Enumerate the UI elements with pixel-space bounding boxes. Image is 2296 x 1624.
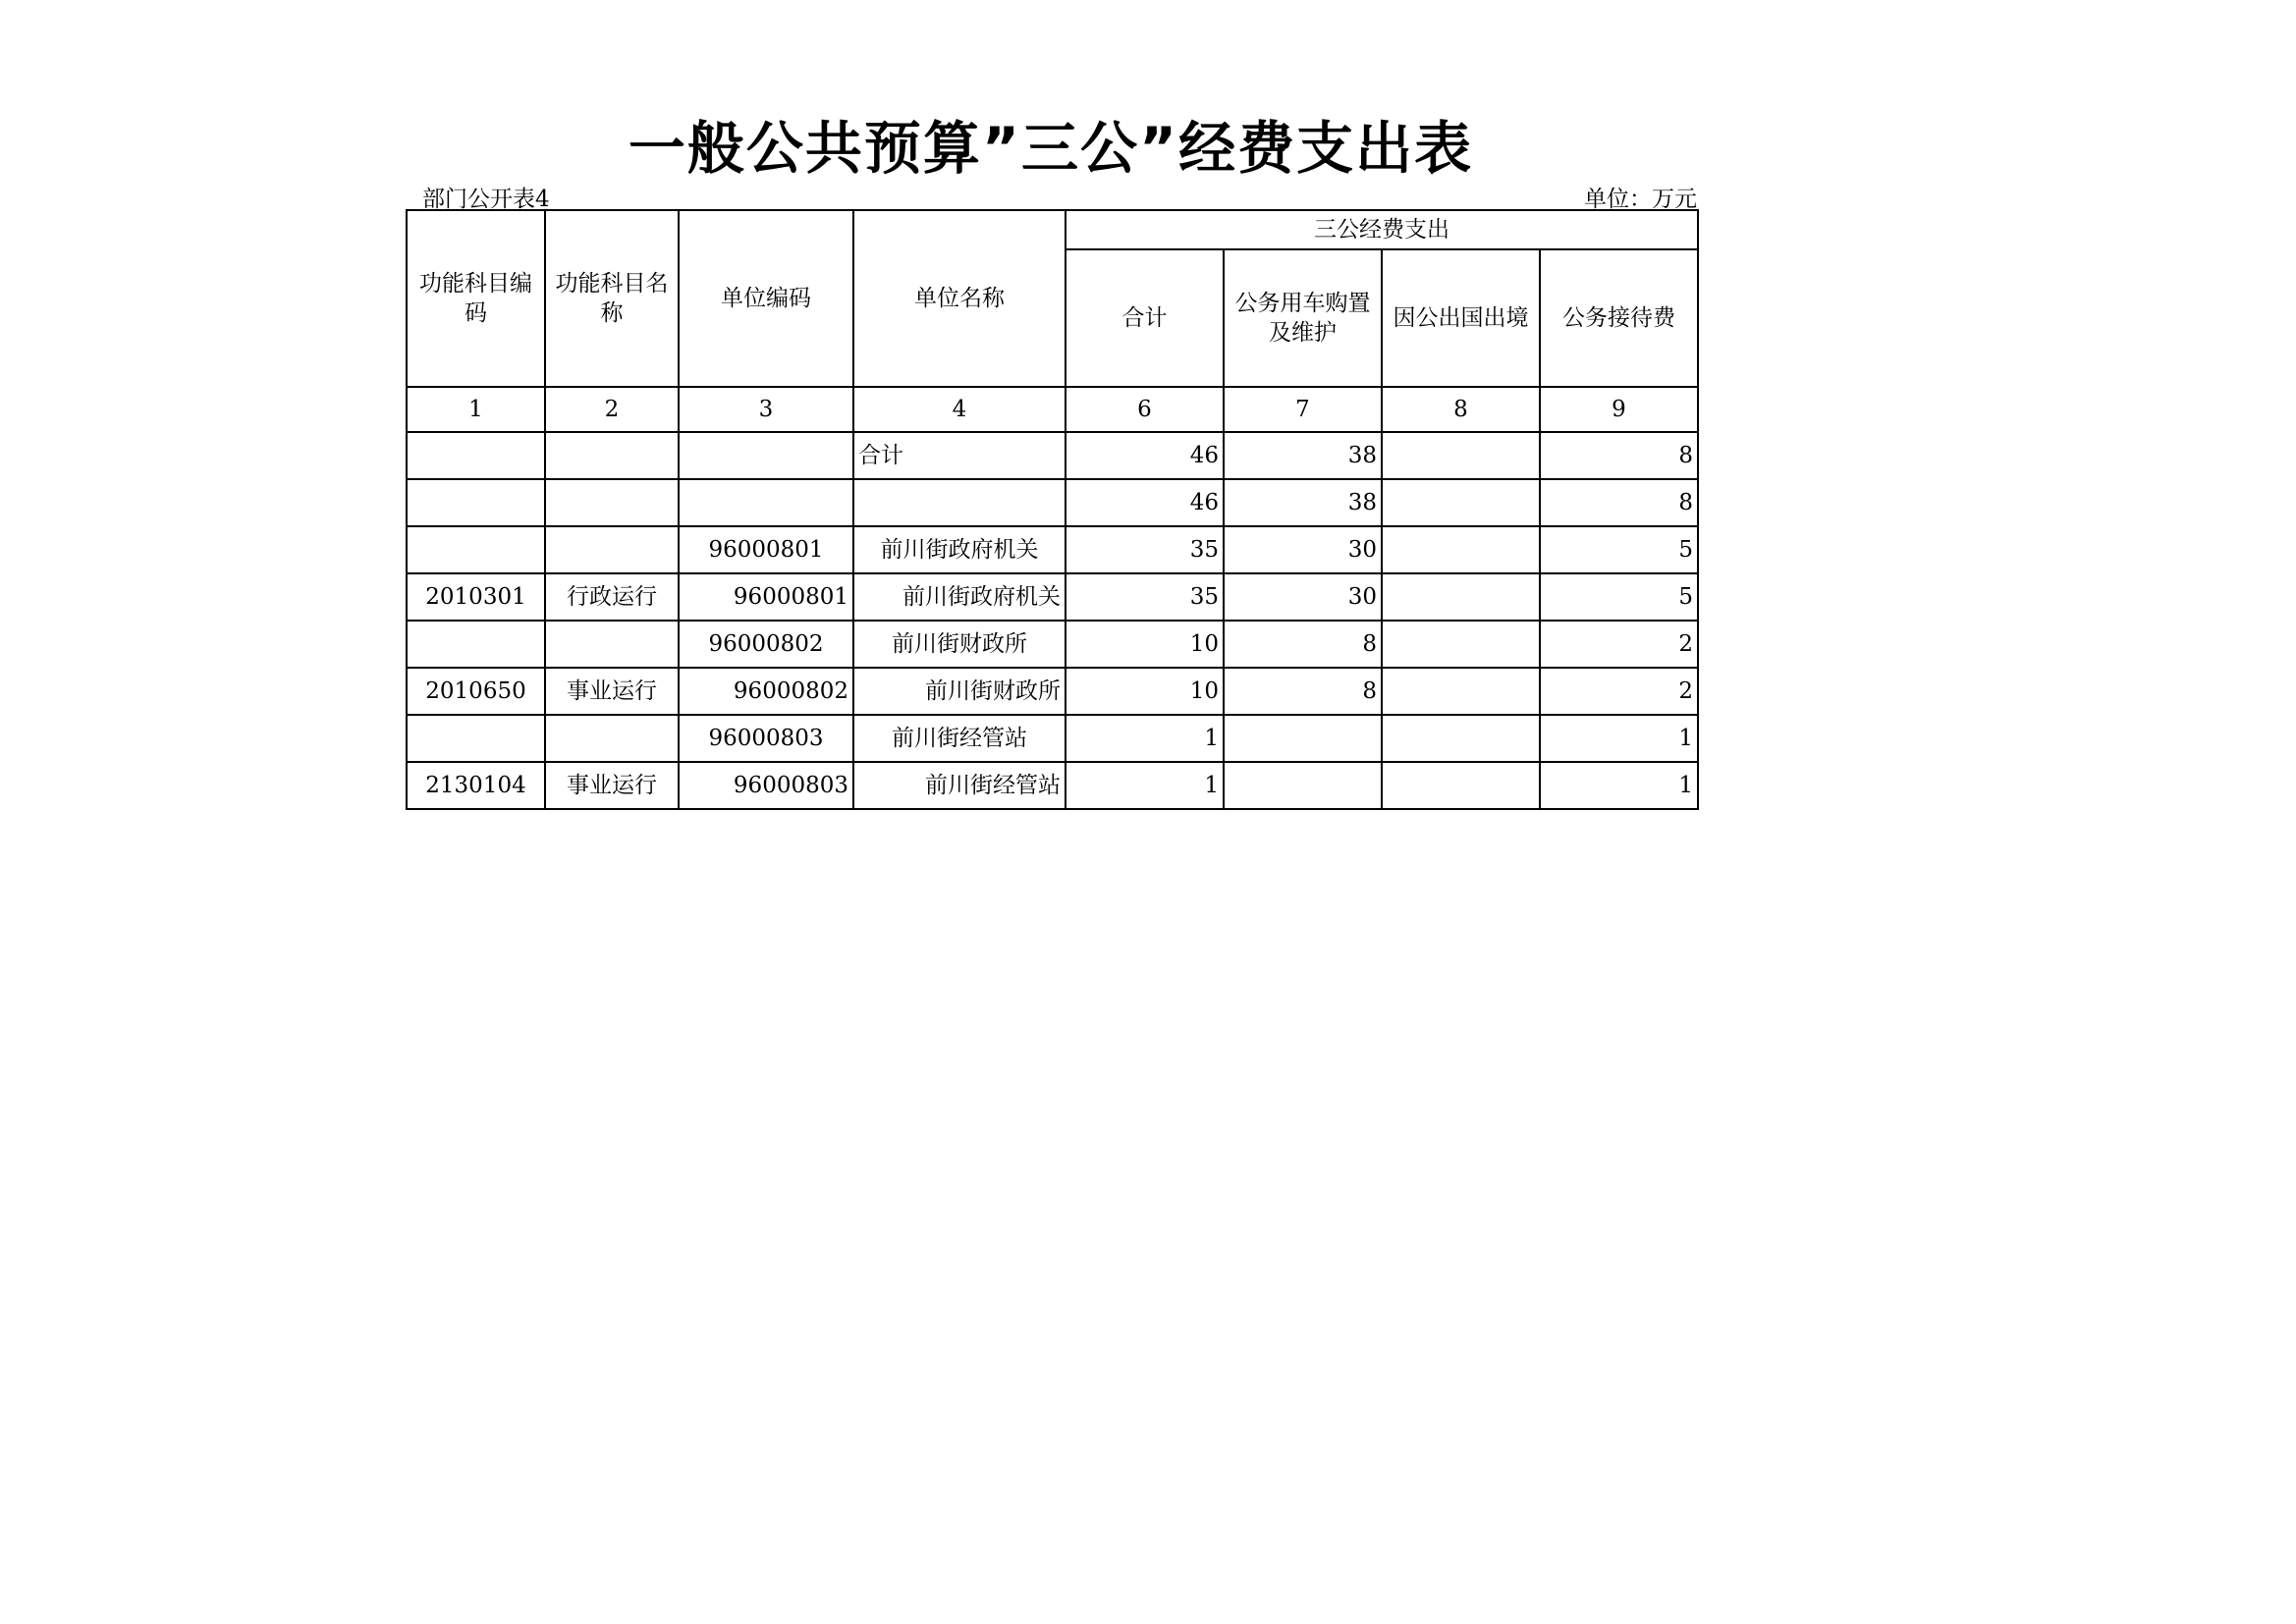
cell-total: 1 bbox=[1066, 762, 1224, 809]
cell-reception: 5 bbox=[1540, 526, 1698, 573]
cell-reception: 8 bbox=[1540, 479, 1698, 526]
cell-unit-code: 96000803 bbox=[679, 715, 853, 762]
cell-total: 10 bbox=[1066, 668, 1224, 715]
header-vehicle: 公务用车购置及维护 bbox=[1224, 249, 1382, 387]
cell-abroad bbox=[1382, 526, 1540, 573]
header-unit-name: 单位名称 bbox=[853, 210, 1066, 387]
cell-vehicle: 30 bbox=[1224, 526, 1382, 573]
cell-unit-name: 前川街政府机关 bbox=[853, 526, 1066, 573]
table-row bbox=[407, 762, 1698, 809]
table-row bbox=[407, 479, 1698, 526]
header-total: 合计 bbox=[1066, 249, 1224, 387]
cell-reception: 2 bbox=[1540, 621, 1698, 668]
col-number: 4 bbox=[853, 387, 1066, 432]
cell-reception: 2 bbox=[1540, 668, 1698, 715]
cell-func-code bbox=[407, 479, 545, 526]
cell-vehicle bbox=[1224, 762, 1382, 809]
cell-unit-code: 96000801 bbox=[679, 526, 853, 573]
cell-unit-name: 合计 bbox=[853, 432, 1066, 479]
table-row bbox=[407, 432, 1698, 479]
cell-abroad bbox=[1382, 715, 1540, 762]
cell-abroad bbox=[1382, 432, 1540, 479]
cell-vehicle: 8 bbox=[1224, 621, 1382, 668]
cell-total: 46 bbox=[1066, 432, 1224, 479]
col-number: 1 bbox=[407, 387, 545, 432]
col-number: 8 bbox=[1382, 387, 1540, 432]
header-func-name: 功能科目名称 bbox=[545, 210, 679, 387]
cell-abroad bbox=[1382, 621, 1540, 668]
cell-total: 46 bbox=[1066, 479, 1224, 526]
cell-vehicle: 38 bbox=[1224, 479, 1382, 526]
cell-func-code bbox=[407, 621, 545, 668]
cell-reception: 1 bbox=[1540, 762, 1698, 809]
page-title: 一般公共预算”三公”经费支出表 bbox=[628, 115, 1474, 182]
cell-unit-code: 96000802 bbox=[679, 668, 853, 715]
cell-func-name: 行政运行 bbox=[545, 573, 679, 621]
table-row bbox=[407, 573, 1698, 621]
header-abroad: 因公出国出境 bbox=[1382, 249, 1540, 387]
col-number: 2 bbox=[545, 387, 679, 432]
cell-unit-code: 96000801 bbox=[679, 573, 853, 621]
cell-unit-name: 前川街政府机关 bbox=[853, 573, 1066, 621]
cell-func-code: 2010301 bbox=[407, 573, 545, 621]
cell-abroad bbox=[1382, 762, 1540, 809]
table-row bbox=[407, 526, 1698, 573]
cell-unit-name: 前川街经管站 bbox=[853, 762, 1066, 809]
table-row bbox=[407, 668, 1698, 715]
cell-func-name bbox=[545, 621, 679, 668]
cell-func-name: 事业运行 bbox=[545, 762, 679, 809]
cell-func-code: 2010650 bbox=[407, 668, 545, 715]
cell-func-name bbox=[545, 432, 679, 479]
cell-func-code bbox=[407, 432, 545, 479]
cell-reception: 8 bbox=[1540, 432, 1698, 479]
cell-vehicle bbox=[1224, 715, 1382, 762]
cell-vehicle: 30 bbox=[1224, 573, 1382, 621]
cell-unit-name: 前川街财政所 bbox=[853, 668, 1066, 715]
cell-abroad bbox=[1382, 573, 1540, 621]
cell-vehicle: 8 bbox=[1224, 668, 1382, 715]
table-number: 部门公开表4 bbox=[422, 187, 550, 212]
cell-func-name bbox=[545, 526, 679, 573]
col-number: 6 bbox=[1066, 387, 1224, 432]
cell-unit-code: 96000802 bbox=[679, 621, 853, 668]
cell-unit-name bbox=[853, 479, 1066, 526]
column-number-row bbox=[407, 387, 1698, 432]
table-row bbox=[407, 621, 1698, 668]
header-row-1 bbox=[407, 210, 1698, 249]
cell-unit-name: 前川街财政所 bbox=[853, 621, 1066, 668]
table-row bbox=[407, 715, 1698, 762]
col-number: 3 bbox=[679, 387, 853, 432]
cell-func-name: 事业运行 bbox=[545, 668, 679, 715]
cell-unit-code: 96000803 bbox=[679, 762, 853, 809]
cell-func-name bbox=[545, 715, 679, 762]
cell-total: 1 bbox=[1066, 715, 1224, 762]
cell-reception: 5 bbox=[1540, 573, 1698, 621]
expense-table bbox=[406, 209, 1699, 810]
cell-vehicle: 38 bbox=[1224, 432, 1382, 479]
col-number: 9 bbox=[1540, 387, 1698, 432]
cell-func-code bbox=[407, 526, 545, 573]
cell-func-code: 2130104 bbox=[407, 762, 545, 809]
cell-abroad bbox=[1382, 479, 1540, 526]
cell-reception: 1 bbox=[1540, 715, 1698, 762]
cell-total: 10 bbox=[1066, 621, 1224, 668]
header-unit-code: 单位编码 bbox=[679, 210, 853, 387]
cell-unit-code bbox=[679, 432, 853, 479]
cell-total: 35 bbox=[1066, 526, 1224, 573]
header-group: 三公经费支出 bbox=[1066, 210, 1698, 249]
cell-unit-code bbox=[679, 479, 853, 526]
cell-abroad bbox=[1382, 668, 1540, 715]
cell-total: 35 bbox=[1066, 573, 1224, 621]
cell-func-name bbox=[545, 479, 679, 526]
col-number: 7 bbox=[1224, 387, 1382, 432]
header-func-code: 功能科目编码 bbox=[407, 210, 545, 387]
header-reception: 公务接待费 bbox=[1540, 249, 1698, 387]
cell-func-code bbox=[407, 715, 545, 762]
unit-label: 单位：万元 bbox=[1584, 187, 1697, 212]
cell-unit-name: 前川街经管站 bbox=[853, 715, 1066, 762]
